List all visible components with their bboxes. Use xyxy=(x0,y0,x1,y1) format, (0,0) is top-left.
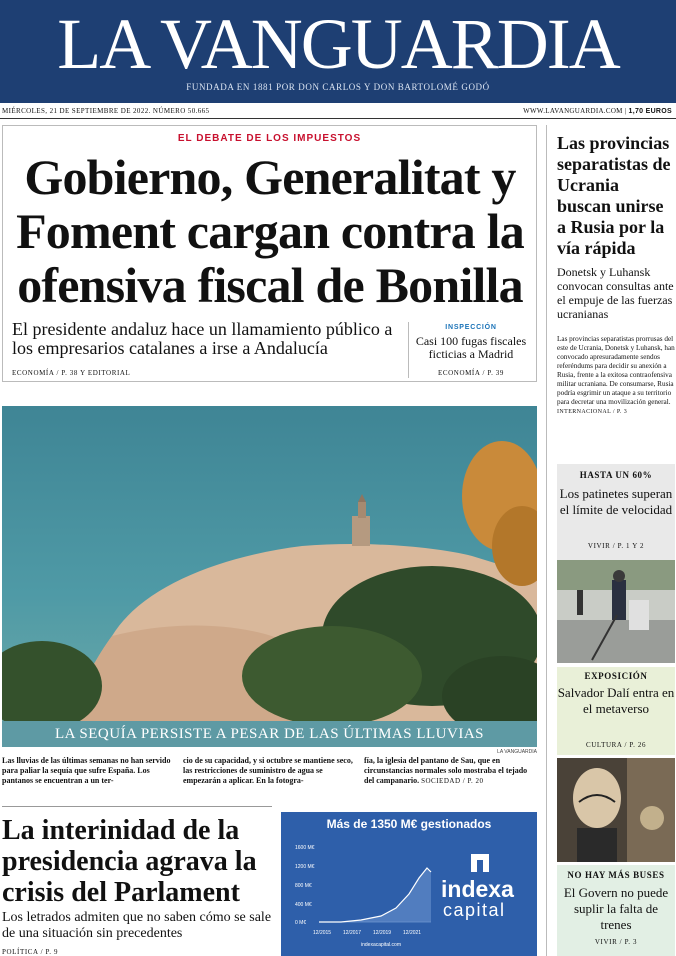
photo-credit: LA VANGUARDIA xyxy=(497,749,537,755)
box3-title: El Govern no puede suplir la falta de trenes xyxy=(563,885,669,932)
photo-text-col3 xyxy=(364,756,536,786)
second-ref: POLÍTICA / P. 9 xyxy=(2,948,59,956)
photo-text-col2: cio de su capacidad, y si octubre se mantiene seco, las restricciones de suministro de agua se empezarán a aplicar. En la fotogra- xyxy=(183,756,353,785)
patinetes-photo xyxy=(557,560,675,663)
x-tick: 12/2017 xyxy=(343,930,362,936)
ad-title: Más de 1350 M€ gestionados xyxy=(326,817,492,831)
box3-kicker: NO HAY MÁS BUSES xyxy=(567,870,665,880)
second-headline[interactable]: La interinidad de la presidencia agrava la crisis del Parlament xyxy=(2,815,257,908)
y-tick: 0 M€ xyxy=(295,920,307,926)
dali-box[interactable] xyxy=(557,667,675,755)
photo-text-ref: SOCIEDAD / P. 20 xyxy=(421,777,484,785)
lead-kicker: EL DEBATE DE LOS IMPUESTOS xyxy=(177,133,362,144)
right-headline[interactable]: Las provincias separatistas de Ucrania buscan unirse a Rusia por la vía rápida xyxy=(557,133,671,258)
box2-title: Salvador Dalí entra en el metaverso xyxy=(557,685,675,716)
right-deck: Donetsk y Luhansk convocan consultas ante el empuje de las fuerzas ucranianas xyxy=(557,265,674,321)
growth-area xyxy=(319,868,431,922)
photo-caption[interactable]: LA SEQUÍA PERSISTE A PESAR DE LAS ÚLTIMAS LLUVIAS xyxy=(55,726,484,742)
section-rule xyxy=(2,806,272,807)
divider xyxy=(408,322,409,378)
box2-ref: CULTURA / P. 26 xyxy=(585,741,647,749)
right-body-ref: INTERNACIONAL / P. 3 xyxy=(557,409,628,415)
x-tick: 12/2021 xyxy=(403,930,422,936)
inspeccion-kicker: INSPECCIÓN xyxy=(445,324,497,331)
box1-ref: VIVIR / P. 1 Y 2 xyxy=(587,542,645,550)
inspeccion-headline[interactable]: Casi 100 fugas fiscales ficticias a Madrid xyxy=(415,334,527,361)
y-tick: 800 M€ xyxy=(295,883,312,889)
x-tick: 12/2015 xyxy=(313,930,332,936)
lead-section-ref: ECONOMÍA / P. 38 Y EDITORIAL xyxy=(12,369,131,377)
buses-box[interactable] xyxy=(557,865,675,956)
ad-url: indexacapital.com xyxy=(360,942,402,948)
indexa-logo-icon xyxy=(471,854,489,872)
y-tick: 1600 M€ xyxy=(295,845,315,851)
ad-brand-sub: capital xyxy=(443,900,506,920)
photo-text-col1: Las lluvias de las últimas semanas no han servido para paliar la sequía que sufre España. Los pantanos se encuentran a un ter- xyxy=(2,756,171,785)
drought-photo xyxy=(2,406,537,721)
y-tick: 1200 M€ xyxy=(295,864,315,870)
box1-title: Los patinetes superan el límite de velocidad xyxy=(559,486,673,517)
ad-brand: indexa xyxy=(441,876,514,902)
box1-kicker: HASTA UN 60% xyxy=(579,470,653,480)
price: 1,70 EUROS xyxy=(628,108,672,115)
right-body xyxy=(557,335,675,417)
column-divider xyxy=(546,125,547,956)
dateline: MIÉRCOLES, 21 DE SEPTIEMBRE DE 2022. NÚMERO 50.665 xyxy=(2,107,210,115)
indexa-ad[interactable] xyxy=(281,812,537,956)
box2-kicker: EXPOSICIÓN xyxy=(584,671,648,681)
box3-ref: VIVIR / P. 3 xyxy=(594,938,638,946)
siteline: WWW.LAVANGUARDIA.COM | 1,70 EUROS xyxy=(523,107,672,115)
masthead-subtitle: FUNDADA EN 1881 POR DON CARLOS Y DON BARTOLOMÉ GODÓ xyxy=(186,82,490,92)
patinetes-box[interactable] xyxy=(557,464,675,560)
top-rule xyxy=(0,118,676,119)
right-body-text: Las provincias separatistas prorrusas del este de Ucrania, Donetsk y Luhansk, han convocado apresuradamente sendos referéndums para decidir su anexión a Rusia, frente a la exitosa contraofensiva militar ucraniana. De consumarse, Rusia podría esgrimir un ataque a su territorio para decretar una movilización general. xyxy=(557,335,675,406)
lead-headline[interactable]: Gobierno, Generalitat y Foment cargan contra la ofensiva fiscal de Bonilla xyxy=(16,149,524,313)
photo-text-col3-body: fía, la iglesia del pantano de Sau, que en circunstancias normales solo mostraba el tejado del campanario. xyxy=(364,756,528,785)
inspeccion-ref: ECONOMÍA / P. 39 xyxy=(438,369,504,377)
lead-deck: El presidente andaluz hace un llamamiento público a los empresarios catalanes a irse a Andalucía xyxy=(12,319,393,358)
y-tick: 400 M€ xyxy=(295,902,312,908)
site-url[interactable]: WWW.LAVANGUARDIA.COM xyxy=(523,107,623,115)
second-deck: Los letrados admiten que no saben cómo se sale de una situación sin precedentes xyxy=(2,910,272,941)
masthead-title[interactable]: LA VANGUARDIA xyxy=(57,4,619,84)
dali-photo xyxy=(557,758,675,862)
x-tick: 12/2019 xyxy=(373,930,392,936)
